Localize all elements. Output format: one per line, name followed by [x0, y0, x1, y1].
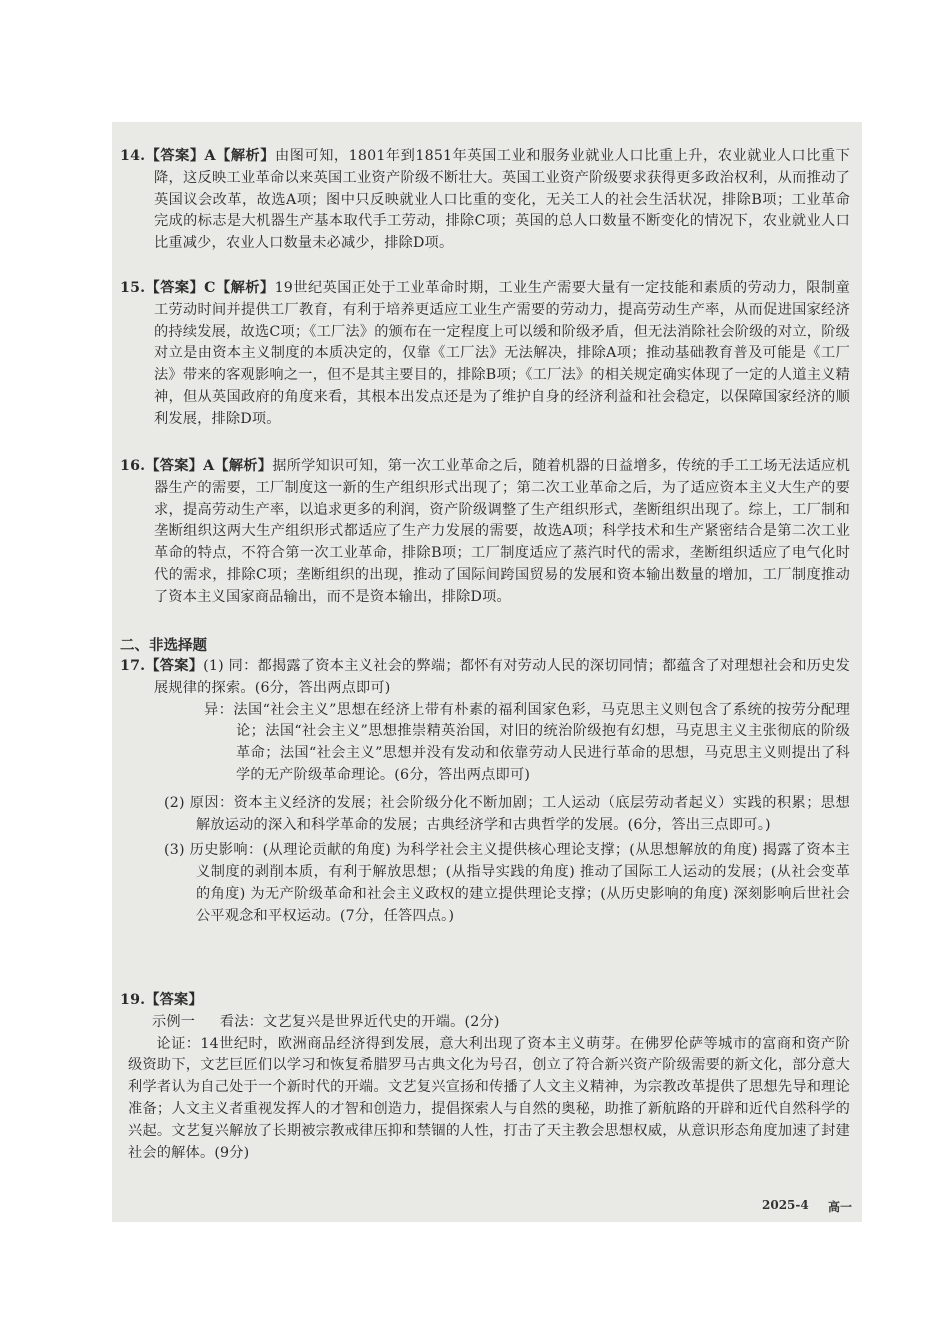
question-17	[120, 656, 850, 928]
q17-number: 17.【答案】	[120, 658, 204, 674]
question-16	[120, 456, 850, 609]
q19-argument: 论证：14世纪时，欧洲商品经济得到发展，意大利出现了资本主义萌芽。在佛罗伦萨等城市的富商和资产阶级资助下，文艺巨匠们以学习和恢复希腊罗马古典文化为号召，创立了符合新兴资产阶级需要的新文化，部分意大利学者认为自己处于一个新时代的开端。文艺复兴宣扬和传播了人文主义精神，为宗教改革提供了思想先导和理论准备；人文主义者重视发挥人的才智和创造力，提倡探索人与自然的奥秘，助推了新航路的开辟和近代自然科学的兴起。文艺复兴解放了长期被宗教戒律压抑和禁锢的人性，打击了天主教会思想权威，从意识形态角度加速了封建社会的解体。(9分)	[128, 1035, 850, 1161]
q17-part2: (2) 原因：资本主义经济的发展；社会阶级分化不断加剧；工人运动（底层劳动者起义）实践的积累；思想解放运动的深入和科学革命的发展；古典经济学和古典哲学的发展。(6分，答出三点即可。)	[164, 794, 850, 833]
q17-part1-diff: 异：法国“社会主义”思想在经济上带有朴素的福利国家色彩，马克思主义则包含了系统的按劳分配理论；法国“社会主义”思想推崇精英治国，对旧的统治阶级抱有幻想，马克思主义主张彻底的阶级革命；法国“社会主义”思想并没有发动和依靠劳动人民进行革命的思想，马克思主义则提出了科学的无产阶级革命理论。(6分，答出两点即可)	[204, 701, 850, 783]
q17-part3: (3) 历史影响：(从理论贡献的角度) 为科学社会主义提供核心理论支撑；(从思想解放的角度) 揭露了资本主义制度的剥削本质，有利于解放思想；(从指导实践的角度) 推动了国际工人运动的发展；(从社会变革的角度) 为无产阶级革命和社会主义政权的建立提供理论支撑；(从历史影响的角度) 深刻影响后世社会公平观念和平权运动。(7分，任答四点。)	[164, 842, 850, 924]
q17-part1-same: (1) 同：都揭露了资本主义社会的弊端；都怀有对劳动人民的深切同情；都蕴含了对理想社会和历史发展规律的探索。(6分，答出两点即可)	[154, 658, 850, 696]
q19-number: 19.【答案】	[120, 992, 203, 1008]
section-heading: 二、非选择题	[120, 637, 207, 654]
q14-number: 14.【答案】A【解析】	[120, 148, 276, 164]
q19-example-label: 示例一	[152, 1013, 196, 1030]
q19-view: 看法：文艺复兴是世界近代史的开端。(2分)	[219, 1013, 500, 1030]
question-15	[120, 278, 850, 431]
question-19	[120, 990, 850, 1164]
footer-grade: 高一	[828, 1200, 853, 1214]
question-14	[120, 146, 850, 255]
q15-number: 15.【答案】C【解析】	[120, 280, 275, 296]
footer-date: 2025-4	[762, 1198, 809, 1212]
q14-text: 由图可知，1801年到1851年英国工业和服务业就业人口比重上升，农业就业人口比重下降，这反映工业革命以来英国工业资产阶级不断壮大。英国工业资产阶级要求获得更多政治权利，从而推动了英国议会改革，故选A项；图中只反映就业人口比重的变化，无关工人的社会生活状况，排除B项；工业革命完成的标志是大机器生产基本取代手工劳动，排除C项；英国的总人口数量不断变化的情况下，农业就业人口比重减少，农业人口数量未必减少，排除D项。	[154, 148, 850, 252]
q15-text: 19世纪英国正处于工业革命时期，工业生产需要大量有一定技能和素质的劳动力，限制童工劳动时间并提供工厂教育，有利于培养更适应工业生产需要的劳动力，提高劳动生产率，从而促进国家经济的持续发展，故选C项；《工厂法》的颁布在一定程度上可以缓和阶级矛盾，但无法消除社会阶级的对立，阶级对立是由资本主义制度的本质决定的，仅靠《工厂法》无法解决，排除A项；推动基础教育普及可能是《工厂法》带来的客观影响之一，但不是其主要目的，排除B项；《工厂法》的相关规定确实体现了一定的人道主义精神，但从英国政府的角度来看，其根本出发点还是为了维护自身的经济利益和社会稳定，以保障国家经济的顺利发展，排除D项。	[154, 280, 850, 427]
q16-text: 据所学知识可知，第一次工业革命之后，随着机器的日益增多，传统的手工工场无法适应机器生产的需要，工厂制度这一新的生产组织形式出现了；第二次工业革命之后，为了适应资本主义大生产的要求，提高劳动生产率，以追求更多的利润，资产阶级调整了生产组织形式，垄断组织出现了。综上，工厂制和垄断组织这两大生产组织形式都适应了生产力发展的需要，故选A项；科学技术和生产紧密结合是第二次工业革命的特点，不符合第一次工业革命，排除B项；工厂制度适应了蒸汽时代的需求，垄断组织适应了电气化时代的需求，排除C项；垄断组织的出现，推动了国际间跨国贸易的发展和资本输出数量的增加，工厂制度推动了资本主义国家商品输出，而不是资本输出，排除D项。	[154, 458, 850, 605]
q16-number: 16.【答案】A【解析】	[120, 458, 273, 474]
